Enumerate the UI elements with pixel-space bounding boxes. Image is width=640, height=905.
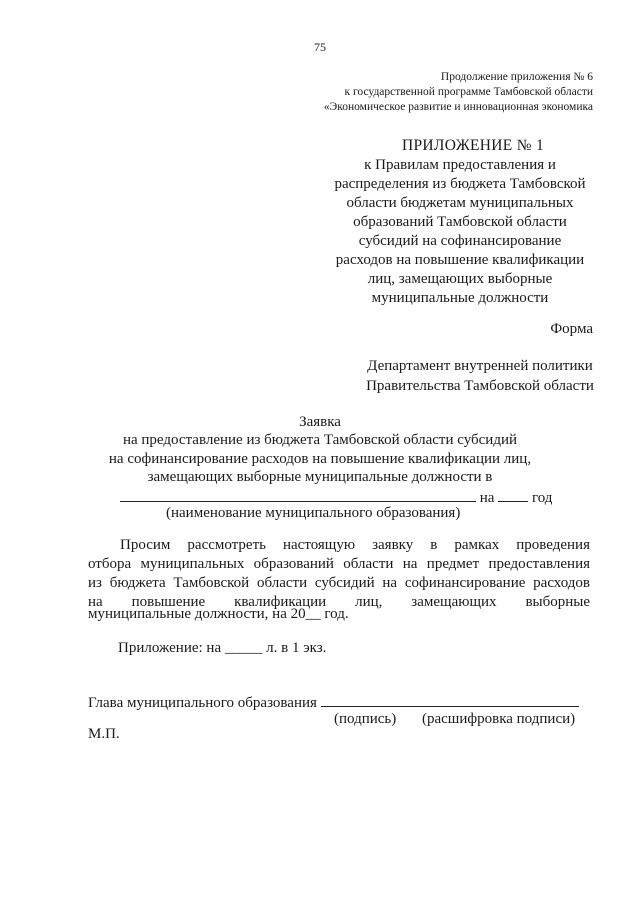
sign-caption: (подпись) bbox=[334, 711, 397, 727]
municipality-name-blank bbox=[120, 487, 476, 502]
attachment-suffix: л. в 1 экз. bbox=[266, 640, 327, 656]
appendix-line: субсидий на софинансирование bbox=[358, 233, 562, 249]
body-line-1: Просим рассмотреть настоящую заявку в рамках проведения bbox=[120, 537, 590, 553]
attachment-pages-blank: _____ bbox=[224, 640, 263, 656]
signature-blank bbox=[321, 692, 579, 707]
attachment-prefix: Приложение: на bbox=[118, 640, 222, 656]
body-line-2: отбора муниципальных образований области на предмет предоставления bbox=[88, 556, 590, 572]
body-line-5: муниципальные должности, на 20__ год. bbox=[88, 606, 349, 622]
stamp-label: М.П. bbox=[88, 726, 120, 742]
appendix-line: области бюджетам муниципальных bbox=[346, 195, 574, 211]
head-label: Глава муниципального образования bbox=[88, 695, 317, 711]
signature-row bbox=[88, 692, 579, 712]
body-line-3: из бюджета Тамбовской области субсидий на софинансирование расходов bbox=[88, 575, 590, 591]
request-line-2: на софинансирование расходов на повышение квалификации лиц, bbox=[108, 451, 532, 467]
year-suffix: год bbox=[531, 490, 553, 506]
year-prefix: на bbox=[479, 490, 495, 506]
appendix-line: распределения из бюджета Тамбовской bbox=[334, 176, 586, 192]
form-label: Форма bbox=[550, 321, 593, 337]
page-number: 75 bbox=[314, 40, 326, 54]
continuation-line-3: «Экономическое развитие и инновационная экономика bbox=[323, 101, 593, 113]
addressee-line-2: Правительства Тамбовской области bbox=[366, 378, 594, 394]
request-line-1: на предоставление из бюджета Тамбовской области субсидий bbox=[122, 432, 518, 448]
appendix-line: образований Тамбовской области bbox=[353, 214, 567, 230]
appendix-line: к Правилам предоставления и bbox=[364, 157, 556, 173]
continuation-line-2: к государственной программе Тамбовской области bbox=[344, 86, 593, 98]
attachment-line bbox=[118, 640, 326, 657]
body-line-4: на повышение квалификации лиц, замещающих выборные bbox=[88, 594, 590, 610]
municipality-caption: (наименование муниципального образования) bbox=[166, 505, 461, 521]
request-line-3: замещающих выборные муниципальные должности в bbox=[147, 469, 493, 485]
addressee-line-1: Департамент внутренней политики bbox=[367, 358, 593, 374]
decode-caption: (расшифровка подписи) bbox=[422, 711, 576, 727]
appendix-line: лиц, замещающих выборные bbox=[367, 271, 553, 287]
appendix-title: ПРИЛОЖЕНИЕ № 1 bbox=[402, 137, 545, 154]
municipality-row bbox=[120, 487, 552, 507]
appendix-line: расходов на повышение квалификации bbox=[335, 252, 585, 268]
continuation-line-1: Продолжение приложения № 6 bbox=[440, 71, 593, 83]
request-title: Заявка bbox=[299, 414, 341, 430]
year-blank bbox=[498, 487, 528, 502]
appendix-line: муниципальные должности bbox=[371, 290, 549, 306]
